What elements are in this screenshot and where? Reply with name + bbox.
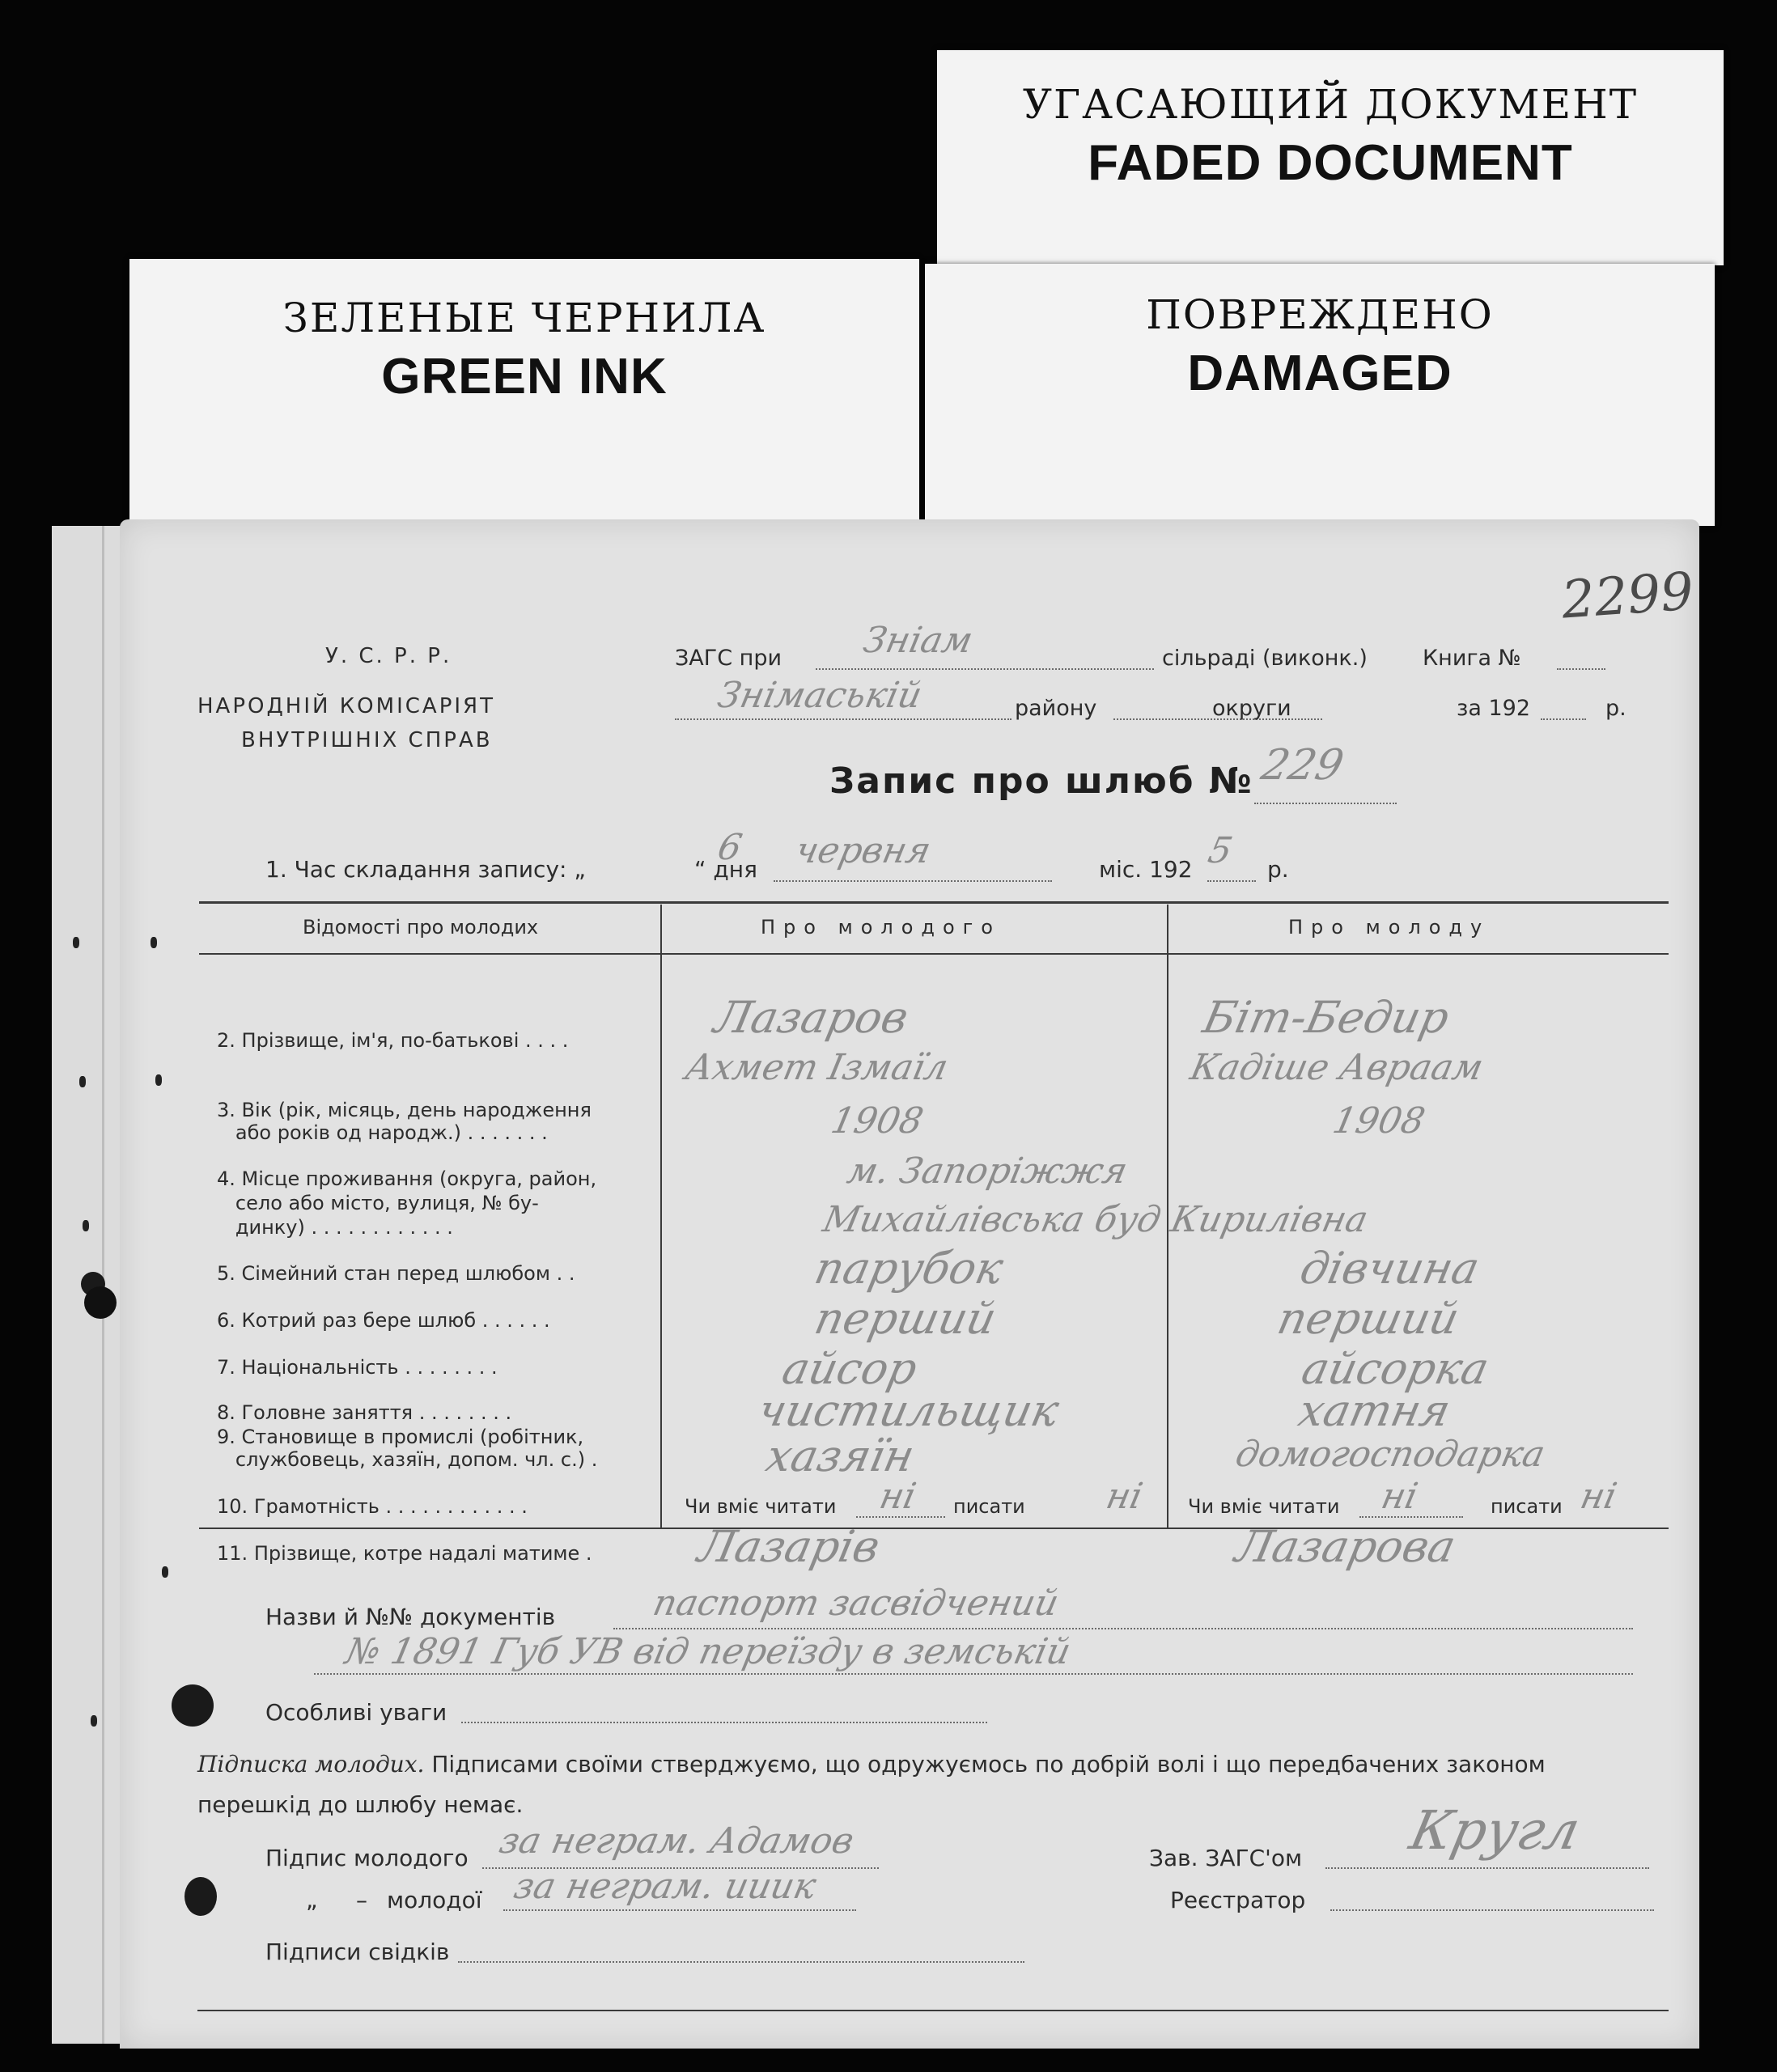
- bind-mark: [73, 937, 79, 948]
- sig-bride-quote: „: [306, 1887, 318, 1913]
- hw-bride-future: Лазарова: [1231, 1521, 1461, 1572]
- hw-bride-write: ні: [1576, 1476, 1621, 1517]
- hw-bride-job: хатня: [1294, 1385, 1455, 1436]
- faded-label-en: FADED DOCUMENT: [1088, 135, 1573, 191]
- row-text-2: службовець, хазяїн, допом. чл. с.): [235, 1448, 586, 1471]
- hw-bride-year: 1908: [1329, 1100, 1429, 1142]
- book-dotline: [1557, 668, 1605, 670]
- hw-groom-status: парубок: [810, 1243, 1008, 1294]
- year-suffix: р.: [1605, 696, 1626, 721]
- docs-dotline-1: [613, 1628, 1633, 1629]
- title-dotline: [1254, 803, 1397, 804]
- hw-groom-future: Лазарів: [693, 1521, 884, 1572]
- commissariat-line1: НАРОДНІЙ КОМІСАРІЯТ: [197, 694, 495, 718]
- book-label: Книга №: [1423, 646, 1521, 671]
- row-number: 7.: [217, 1356, 235, 1379]
- sig-witnesses-label: Підписи свідків: [265, 1939, 450, 1965]
- declaration-line1: [197, 1751, 1546, 1778]
- bride-can-read: Чи вміє читати: [1188, 1495, 1340, 1518]
- row-text: Вік (рік, місяць, день народження: [241, 1099, 592, 1121]
- row-text-2: село або місто, вулиця, № бу-: [235, 1192, 539, 1214]
- hw-groom-year: 1908: [827, 1100, 927, 1142]
- zags-prefix: ЗАГС при: [675, 646, 782, 671]
- row-text: Головне заняття: [241, 1401, 414, 1424]
- col-header-bride: Про молоду: [1288, 916, 1491, 939]
- hw-bride-surname: Біт-Бедир: [1198, 992, 1454, 1043]
- row-number: 4.: [217, 1167, 235, 1190]
- hw-bride-read: ні: [1377, 1476, 1422, 1517]
- hw-groom-job: чистильщик: [753, 1385, 1064, 1436]
- month-dotline: [774, 880, 1052, 882]
- hw-zags-village: Зніам: [859, 620, 977, 661]
- hw-bride-nat: айсорка: [1297, 1343, 1494, 1394]
- declaration-italic: Підписка молодих.: [197, 1751, 425, 1778]
- ussr-label: У. С. Р. Р.: [325, 644, 452, 668]
- row-number: 3.: [217, 1099, 235, 1121]
- record-title: Запис про шлюб №: [829, 761, 1253, 802]
- sig-witnesses-dotline: [458, 1961, 1024, 1963]
- green-label-en: GREEN INK: [381, 349, 668, 405]
- bind-mark: [155, 1074, 162, 1086]
- faded-document-label: [937, 50, 1724, 265]
- hw-bride-given: Кадіше Авраам: [1186, 1047, 1487, 1088]
- hw-sig-groom: за неграм. Адамов: [495, 1820, 858, 1862]
- sig-bride-label: молодої: [387, 1887, 482, 1913]
- damaged-label: [925, 264, 1715, 526]
- green-ink-label: [129, 259, 919, 526]
- row-number: 9.: [217, 1426, 235, 1448]
- registrar-dotline: [1330, 1909, 1654, 1911]
- notes-label: Особливі уваги: [265, 1699, 447, 1726]
- bride-write: писати: [1491, 1495, 1563, 1518]
- bind-mark: [162, 1566, 168, 1578]
- bind-mark: [151, 937, 157, 948]
- row-text: Прізвище, котре надалі матиме: [253, 1542, 580, 1565]
- row-text: Становище в промислі (робітник,: [241, 1426, 584, 1448]
- sig-bride-dash: –: [356, 1887, 367, 1913]
- hw-groom-times: перший: [810, 1293, 1001, 1344]
- row-5-label: 5. Сімейний стан перед шлюбом . .: [217, 1262, 575, 1285]
- row-2-label: 2. Прізвище, ім'я, по-батькові . . . .: [217, 1029, 569, 1052]
- sig-groom-label: Підпис молодого: [265, 1845, 469, 1871]
- year-prefix: за 192: [1457, 696, 1531, 721]
- hw-docs-1: паспорт засвідчений: [649, 1583, 1062, 1624]
- row-number: 10.: [217, 1495, 248, 1518]
- zags-dotline: [816, 668, 1154, 670]
- groom-can-read: Чи вміє читати: [685, 1495, 837, 1518]
- punch-hole: [84, 1286, 117, 1319]
- row-9-label: 9. Становище в промислі (робітник, службовець, хазяїн, допом. чл. с.) .: [217, 1426, 598, 1471]
- year-digit-dotline: [1207, 880, 1256, 882]
- row-text: Прізвище, ім'я, по-батькові: [241, 1029, 520, 1052]
- hw-groom-pos: хазяїн: [761, 1430, 919, 1481]
- green-label-ru: ЗЕЛЕНЫЕ ЧЕРНИЛА: [282, 294, 766, 341]
- row-number: 8.: [217, 1401, 235, 1424]
- hw-groom-write: ні: [1102, 1476, 1147, 1517]
- row-number: 11.: [217, 1542, 248, 1565]
- corner-number: 2299: [1559, 561, 1696, 631]
- row-text: Місце проживання (округа, район,: [241, 1167, 597, 1190]
- hw-groom-nat: айсор: [778, 1343, 922, 1394]
- declaration-text: Підписами своїми стверджуємо, що одружуємось по добрій волі і що передбачених законом: [424, 1751, 1546, 1778]
- declaration-line2: перешкід до шлюбу немає.: [197, 1791, 524, 1818]
- row-text: Сімейний стан перед шлюбом: [241, 1262, 550, 1285]
- record-time-quote: “ дня: [694, 856, 757, 883]
- record-r-label: р.: [1267, 856, 1289, 883]
- row-text-2: або років од народж.): [235, 1121, 461, 1144]
- year-dotline: [1541, 718, 1586, 720]
- punch-hole: [184, 1877, 217, 1916]
- zags-head-label: Зав. ЗАГС'ом: [1149, 1845, 1303, 1871]
- page-bottom-rule: [197, 2010, 1669, 2011]
- table-header-rule: [199, 953, 1669, 955]
- hw-sig-bride: за неграм. ииик: [510, 1866, 821, 1907]
- row-8-label: 8. Головне заняття . . . . . . . .: [217, 1401, 512, 1424]
- hw-residence-2: Михайлівська буд Кирилівна: [819, 1199, 1372, 1240]
- punch-hole: [172, 1684, 214, 1727]
- okrug-label: округи: [1212, 696, 1291, 721]
- groom-write: писати: [953, 1495, 1025, 1518]
- row-4-label: 4. Місце проживання (округа, район, село або місто, вулиця, № бу- динку) . . . . . . . . . . . .: [217, 1167, 597, 1239]
- row-3-label: 3. Вік (рік, місяць, день народження або років од народж.) . . . . . . .: [217, 1099, 592, 1144]
- sig-bride-dotline: [503, 1909, 856, 1911]
- rayon-dotline: [675, 718, 1011, 720]
- zags-suffix: сільраді (виконк.): [1162, 646, 1368, 671]
- row-text: Котрий раз бере шлюб: [241, 1309, 477, 1332]
- hw-record-day: 6: [714, 827, 746, 868]
- hw-bride-status: дівчина: [1296, 1243, 1484, 1294]
- hw-record-year-digit: 5: [1204, 830, 1236, 871]
- bind-mark: [83, 1220, 89, 1231]
- table-col-divider-1: [660, 905, 662, 1528]
- row-number: 6.: [217, 1309, 235, 1332]
- hw-record-number: 229: [1257, 741, 1348, 790]
- row-number: 2.: [217, 1029, 235, 1052]
- col-header-groom: Про молодого: [761, 916, 1001, 939]
- binding-strip: [52, 526, 125, 2044]
- row-11-label: 11. Прізвище, котре надалі матиме .: [217, 1542, 592, 1565]
- bind-mark: [91, 1715, 97, 1727]
- bind-mark: [79, 1076, 86, 1087]
- row-text: Національність: [241, 1356, 399, 1379]
- hw-bride-times: перший: [1273, 1293, 1464, 1344]
- row-7-label: 7. Національність . . . . . . . .: [217, 1356, 498, 1379]
- rayon-label: району: [1015, 696, 1097, 721]
- docs-dotline-2: [314, 1673, 1633, 1675]
- hw-bride-pos: домогосподарка: [1232, 1434, 1549, 1475]
- hw-groom-surname: Лазаров: [710, 992, 914, 1043]
- row-text-3: динку): [235, 1216, 305, 1239]
- hw-registrar-signature: Кругл: [1404, 1799, 1586, 1862]
- hw-rayon-name: Знімаській: [714, 675, 926, 716]
- col-header-info: Відомості про молодих: [303, 916, 539, 939]
- row-number: 5.: [217, 1262, 235, 1285]
- record-time-label: 1. Час складання запису: „: [265, 856, 586, 883]
- registrar-label: Реєстратор: [1170, 1887, 1306, 1913]
- hw-groom-given: Ахмет Ізмаїл: [681, 1047, 952, 1088]
- row-10-label: 10. Грамотність . . . . . . . . . . . .: [217, 1495, 528, 1518]
- hw-record-month: червня: [791, 830, 935, 871]
- row-6-label: 6. Котрий раз бере шлюб . . . . . .: [217, 1309, 550, 1332]
- zags-head-dotline: [1325, 1867, 1649, 1869]
- record-mis-label: міс. 192: [1099, 856, 1193, 883]
- notes-dotline: [461, 1722, 987, 1723]
- hw-groom-read: ні: [876, 1476, 920, 1517]
- marriage-record-form: [120, 519, 1699, 2049]
- damaged-label-ru: ПОВРЕЖДЕНО: [1146, 291, 1494, 338]
- docs-label: Назви й №№ документів: [265, 1604, 556, 1630]
- table-top-rule: [199, 901, 1669, 904]
- row-text: Грамотність: [253, 1495, 380, 1518]
- hw-residence-1: м. Запоріжжя: [843, 1150, 1131, 1192]
- damaged-label-en: DAMAGED: [1187, 345, 1453, 401]
- commissariat-line2: ВНУТРІШНІХ СПРАВ: [241, 728, 493, 752]
- faded-label-ru: УГАСАЮЩИЙ ДОКУМЕНТ: [1022, 81, 1639, 128]
- hw-docs-2: № 1891 Губ УВ від переїзду в земській: [341, 1631, 1075, 1672]
